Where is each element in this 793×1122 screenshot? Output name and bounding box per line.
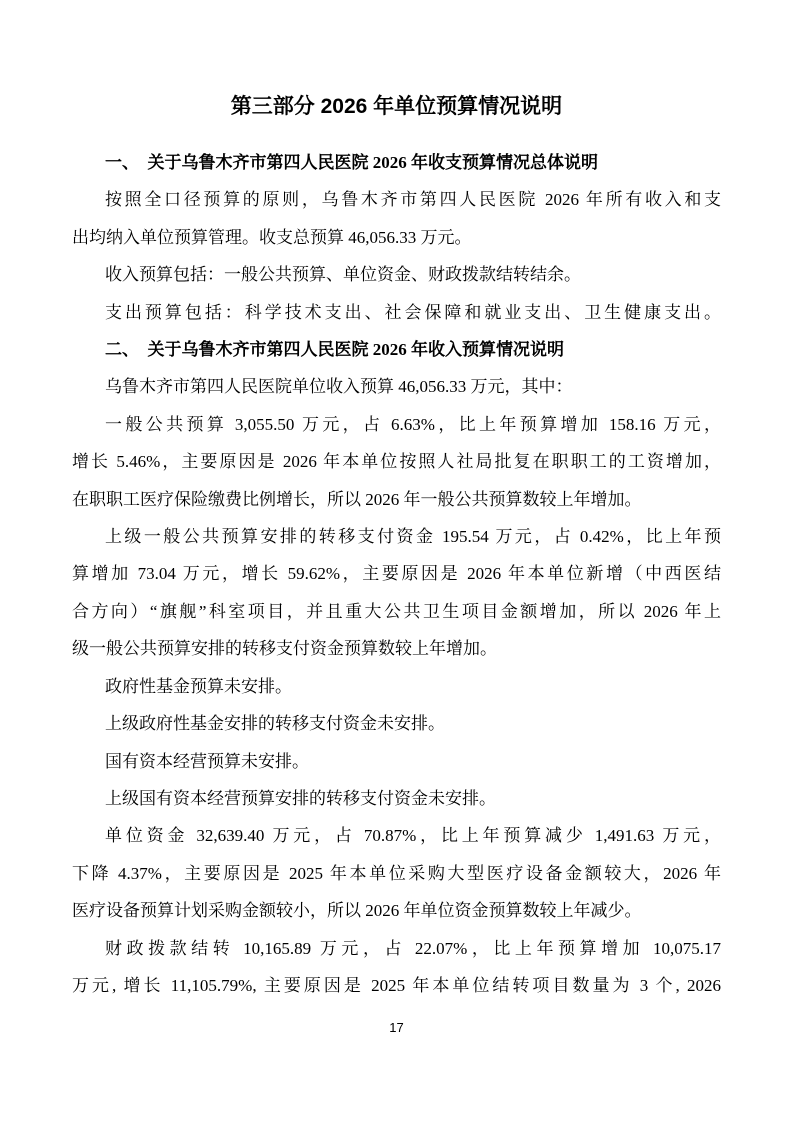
- document-title: 第三部分 2026 年单位预算情况说明: [230, 95, 563, 118]
- text-line: 出均纳入单位预算管理。收支总预算 46,056.33 万元。: [72, 227, 472, 247]
- text-line: 单位资金 32,639.40 万元，占 70.87%，比上年预算减少 1,491.63 万元，: [105, 826, 721, 846]
- text-line: 政府性基金预算未安排。: [105, 676, 292, 696]
- text-line: 算增加 73.04 万元，增长 59.62%，主要原因是 2026 年本单位新增（中西医结: [72, 564, 721, 584]
- text-line: 一般公共预算 3,055.50 万元，占 6.63%，比上年预算增加 158.16 万元，: [105, 414, 721, 434]
- text-line: 下降 4.37%，主要原因是 2025 年本单位采购大型医疗设备金额较大，2026 年: [72, 863, 721, 883]
- text-line: 财政拨款结转 10,165.89 万元，占 22.07%，比上年预算增加 10,075.17: [105, 938, 721, 958]
- text-line: 支出预算包括：科学技术支出、社会保障和就业支出、卫生健康支出。: [105, 302, 721, 322]
- text-line: 级一般公共预算安排的转移支付资金预算数较上年增加。: [72, 639, 497, 659]
- text-line: 在职职工医疗保险缴费比例增长，所以 2026 年一般公共预算数较上年增加。: [72, 489, 642, 509]
- text-line: 收入预算包括：一般公共预算、单位资金、财政拨款结转结余。: [105, 265, 581, 285]
- text-line: 上级一般公共预算安排的转移支付资金 195.54 万元，占 0.42%，比上年预: [105, 527, 721, 547]
- text-line: 医疗设备预算计划采购金额较小，所以 2026 年单位资金预算数较上年减少。: [72, 901, 642, 921]
- text-line: 上级国有资本经营预算安排的转移支付资金未安排。: [105, 788, 496, 808]
- text-line: 上级政府性基金安排的转移支付资金未安排。: [105, 714, 445, 734]
- section-heading: 二、 关于乌鲁木齐市第四人民医院 2026 年收入预算情况说明: [105, 340, 564, 360]
- text-line: 按照全口径预算的原则，乌鲁木齐市第四人民医院 2026 年所有收入和支: [105, 190, 721, 210]
- page-number: 17: [389, 1020, 404, 1035]
- document-body: [72, 144, 721, 1004]
- text-line: 万元, 增长 11,105.79%, 主要原因是 2025 年本单位结转项目数量为 3 个, 2026: [72, 975, 721, 995]
- text-line: 国有资本经营预算未安排。: [105, 751, 309, 771]
- text-line: 增长 5.46%，主要原因是 2026 年本单位按照人社局批复在职职工的工资增加，: [72, 452, 721, 472]
- text-line: 乌鲁木齐市第四人民医院单位收入预算 46,056.33 万元，其中：: [105, 377, 573, 397]
- text-line: 合方向）“旗舰”科室项目，并且重大公共卫生项目金额增加，所以 2026 年上: [72, 601, 721, 621]
- section-heading: 一、 关于乌鲁木齐市第四人民医院 2026 年收支预算情况总体说明: [105, 153, 598, 172]
